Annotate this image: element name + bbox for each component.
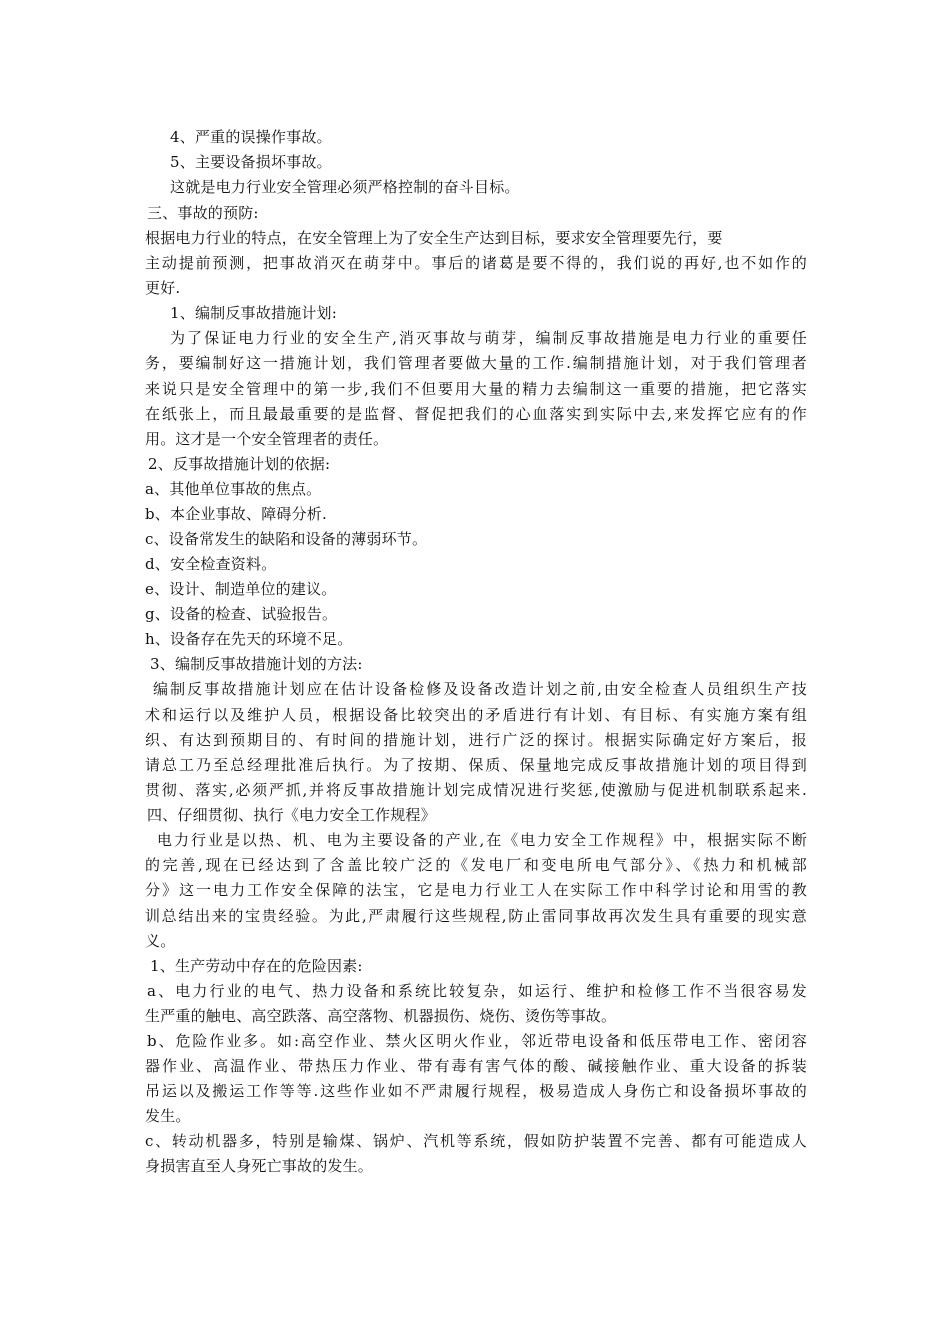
paragraph-line: 器作业、高温作业、带热压力作业、带有毒有害气体的酸、碱接触作业、重大设备的拆装 <box>145 1057 807 1075</box>
paragraph-line: 务，要编制好这一措施计划，我们管理者要做大量的工作.编制措施计划，对于我们管理者 <box>145 354 807 372</box>
subheading-3: 3、编制反事故措施计划的方法: <box>150 655 363 673</box>
paragraph-line: 更好. <box>145 279 181 297</box>
paragraph-line: 根据电力行业的特点，在安全管理上为了安全生产达到目标，要求安全管理要先行，要 <box>145 229 723 247</box>
paragraph-line: a、电力行业的电气、热力设备和系统比较复杂，如运行、维护和检修工作不当很容易发 <box>147 982 807 1000</box>
section-heading-4: 四、仔细贯彻、执行《电力安全工作规程》 <box>147 806 436 824</box>
paragraph-line: 织、有达到预期目的、有时间的措施计划，进行广泛的探讨。根据实际确定好方案后，报 <box>145 731 807 749</box>
paragraph-line: 主动提前预测，把事故消灭在萌芽中。事后的诸葛是要不得的，我们说的再好,也不如作的 <box>145 254 807 272</box>
paragraph-line: 发生。 <box>145 1107 191 1125</box>
paragraph-line: 来说只是安全管理中的第一步,我们不但要用大量的精力去编制这一重要的措施，把它落实 <box>145 380 807 398</box>
paragraph-line: 这就是电力行业安全管理必须严格控制的奋斗目标。 <box>170 178 520 196</box>
paragraph-line: c、转动机器多，特别是输煤、锅炉、汽机等系统，假如防护装置不完善、都有可能造成人 <box>145 1132 807 1150</box>
list-item-c: c、设备常发生的缺陷和设备的薄弱环节。 <box>145 530 428 548</box>
list-item-b: b、本企业事故、障碍分析. <box>145 505 327 523</box>
paragraph-line: 贯彻、落实,必须严抓,并将反事故措施计划完成情况进行奖惩,使激励与促进机制联系起来. <box>145 781 807 799</box>
list-item-d: d、安全检查资料。 <box>145 555 277 573</box>
list-item-g: g、设备的检查、试验报告。 <box>145 605 338 623</box>
paragraph-line: 训总结出来的宝贵经验。为此,严肃履行这些规程,防止雷同事故再次发生具有重要的现实意 <box>145 907 807 925</box>
paragraph-line: 在纸张上，而且最最重要的是监督、督促把我们的心血落实到实际中去,来发挥它应有的作 <box>145 405 807 423</box>
paragraph-line: 义。 <box>145 932 176 950</box>
list-item-e: e、设计、制造单位的建议。 <box>145 580 337 598</box>
paragraph-line: 用。这才是一个安全管理者的责任。 <box>145 430 389 448</box>
paragraph-line: 为了保证电力行业的安全生产,消灭事故与萌芽，编制反事故措施是电力行业的重要任 <box>170 329 807 347</box>
paragraph-line: 分》这一电力工作安全保障的法宝，它是电力行业工人在实际工作中科学讨论和用雪的教 <box>145 881 807 899</box>
paragraph-line: 编制反事故措施计划应在估计设备检修及设备改造计划之前,由安全检查人员组织生产技 <box>153 680 807 698</box>
paragraph-line: b、危险作业多。如:高空作业、禁火区明火作业，邻近带电设备和低压带电工作、密闭容 <box>147 1032 807 1050</box>
subheading-2: 2、反事故措施计划的依据: <box>148 455 331 473</box>
paragraph-line: 身损害直至人身死亡事故的发生。 <box>145 1157 374 1175</box>
paragraph-line: 术和运行以及维护人员，根据设备比较突出的矛盾进行有计划、有目标、有实施方案有组 <box>145 706 807 724</box>
section-heading-3: 三、事故的预防: <box>147 204 259 222</box>
paragraph-line: 吊运以及搬运工作等等.这些作业如不严肃履行规程，极易造成人身伤亡和设备损坏事故的 <box>145 1082 807 1100</box>
list-item-4: 4、严重的误操作事故。 <box>170 128 332 146</box>
list-item-5: 5、主要设备损坏事故。 <box>170 153 332 171</box>
paragraph-line: 电力行业是以热、机、电为主要设备的产业,在《电力安全工作规程》中，根据实际不断 <box>157 831 807 849</box>
paragraph-line: 的完善,现在已经达到了含盖比较广泛的《发电厂和变电所电气部分》、《热力和机械部 <box>145 856 807 874</box>
paragraph-line: 请总工乃至总经理批准后执行。为了按期、保质、保量地完成反事故措施计划的项目得到 <box>145 756 807 774</box>
list-item-h: h、设备存在先天的环境不足。 <box>145 630 353 648</box>
subheading-1b: 1、生产劳动中存在的危险因素: <box>150 957 363 975</box>
paragraph-line: 生严重的触电、高空跌落、高空落物、机器损伤、烧伤、烫伤等事故。 <box>145 1007 617 1025</box>
list-item-a: a、其他单位事故的焦点。 <box>145 480 322 498</box>
subheading-1: 1、编制反事故措施计划: <box>170 304 337 322</box>
